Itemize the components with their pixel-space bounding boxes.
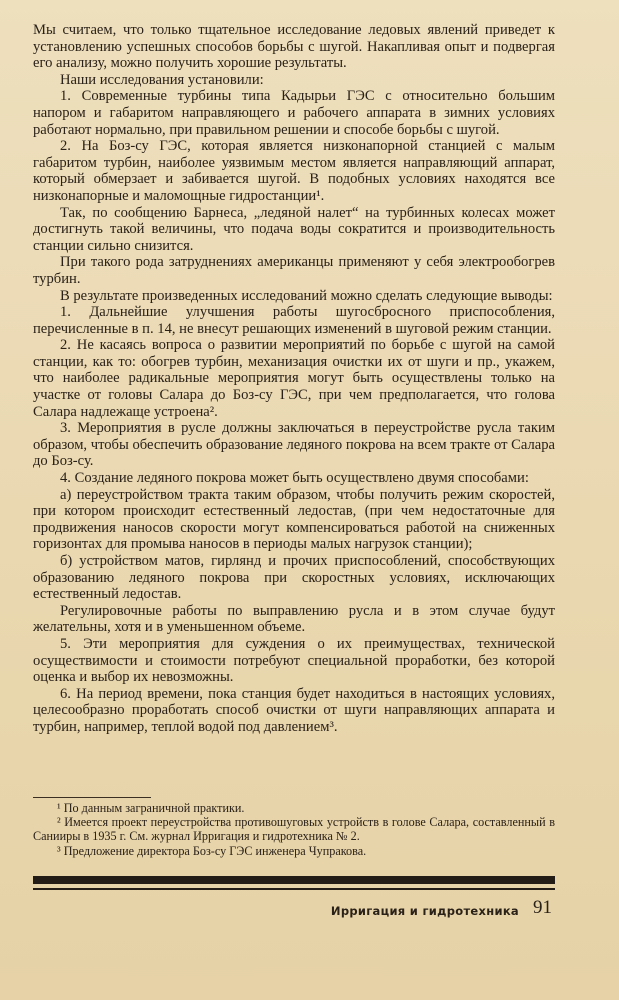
paragraph-conclusion-2: 2. Не касаясь вопроса о развитии мероприятий по борьбе с шугой на самой станции, как то: обогрев турбин, механизация очистки их от шуги и пр., укажем, что наиболее радикальные мероприятия могут быть осуществлены только на участке от головы Салара до Боз-су ГЭС, при чем предполагается, что голова Салара надлежаще устроена².	[33, 337, 555, 420]
footnote-2: ² Имеется проект переустройства противошуговых устройств в голове Салара, составленный в Санииры в 1935 г. См. журнал Ирригация и гидротехника № 2.	[33, 815, 555, 844]
footnote-divider	[33, 797, 151, 798]
paragraph-conclusion-6: 6. На период времени, пока станция будет находиться в настоящих условиях, целесообразно проработать способ очистки от шуги направляющих аппарата и турбин, например, теплой водой под давлением³.	[33, 685, 555, 735]
paragraph-americans: При такого рода затруднениях американцы применяют у себя электрообогрев турбин.	[33, 254, 555, 287]
body-text	[33, 22, 555, 736]
paragraph-conclusions-heading: В результате произведенных исследований можно сделать следующие выводы:	[60, 287, 553, 304]
paragraph-conclusion-4: 4. Создание ледяного покрова может быть осуществлено двумя способами:	[60, 470, 529, 487]
paragraph-finding-2: 2. На Боз-су ГЭС, которая является низконапорной станцией с малым габаритом турбин, наиболее уязвимым местом является направляющий аппарат, который обмерзает и забивается шугой. В подобных условиях находятся все низконапорные и маломощные гидростанции¹.	[33, 138, 555, 204]
page-number: 91	[533, 897, 552, 918]
footer-rule-thin	[33, 888, 555, 890]
paragraph-intro: Мы считаем, что только тщательное исследование ледовых явлений приведет к установлению успешных способов борьбы с шугой. Накапливая опыт и подвергая его анализу, можно получить хорошие результаты.	[33, 22, 555, 72]
footnotes	[33, 801, 555, 858]
paragraph-regulation: Регулировочные работы по выправлению русла и в этом случае будут желательны, хотя и в уменьшенном объеме.	[33, 602, 555, 636]
footer-rule-thick	[33, 876, 555, 884]
journal-title: Ирригация и гидротехника	[330, 904, 519, 918]
paragraph-findings-heading: Наши исследования установили:	[60, 71, 264, 88]
footnote-3: ³ Предложение директора Боз-су ГЭС инженера Чупракова.	[57, 843, 367, 858]
paragraph-option-a: а) переустройством тракта таким образом, чтобы получить режим скоростей, при котором происходит естественный ледостав, (при чем недостаточные для продвижения наносов скорости могут компенсироваться работой на сниженных горизонтах для промыва наносов в периоды малых нагрузок станции);	[33, 486, 555, 553]
paragraph-option-b: б) устройством матов, гирлянд и прочих приспособлений, способствующих образованию ледяного покрова при скоростных условиях, исключающих естественный ледостав.	[33, 553, 555, 603]
paragraph-conclusion-1: 1. Дальнейшие улучшения работы шугосбросного приспособления, перечисленные в п. 14, не внесут решающих изменений в шуговой режим станции.	[33, 304, 555, 337]
paragraph-conclusion-5: 5. Эти мероприятия для суждения о их преимуществах, технической осуществимости и стоимости потребуют специальной проработки, без которой оценка и выбор их невозможны.	[33, 635, 555, 686]
paragraph-conclusion-3: 3. Мероприятия в русле должны заключаться в переустройстве русла таким образом, чтобы обеспечить образование ледяного покрова на всем тракте от Салара до Боз-су.	[33, 420, 555, 470]
footnote-1: ¹ По данным заграничной практики.	[57, 801, 245, 815]
paragraph-finding-1: 1. Современные турбины типа Кадырьи ГЭС с относительно большим напором и габаритом направляющего и рабочего аппарата в зимних условиях работают нормально, при правильном решении и способе борьбы с шугой.	[33, 88, 555, 138]
paragraph-barnes: Так, по сообщению Барнеса, „ледяной налет“ на турбинных колесах может достигнуть такой величины, что подача воды сократится и производительность станции сильно снизится.	[33, 204, 555, 254]
